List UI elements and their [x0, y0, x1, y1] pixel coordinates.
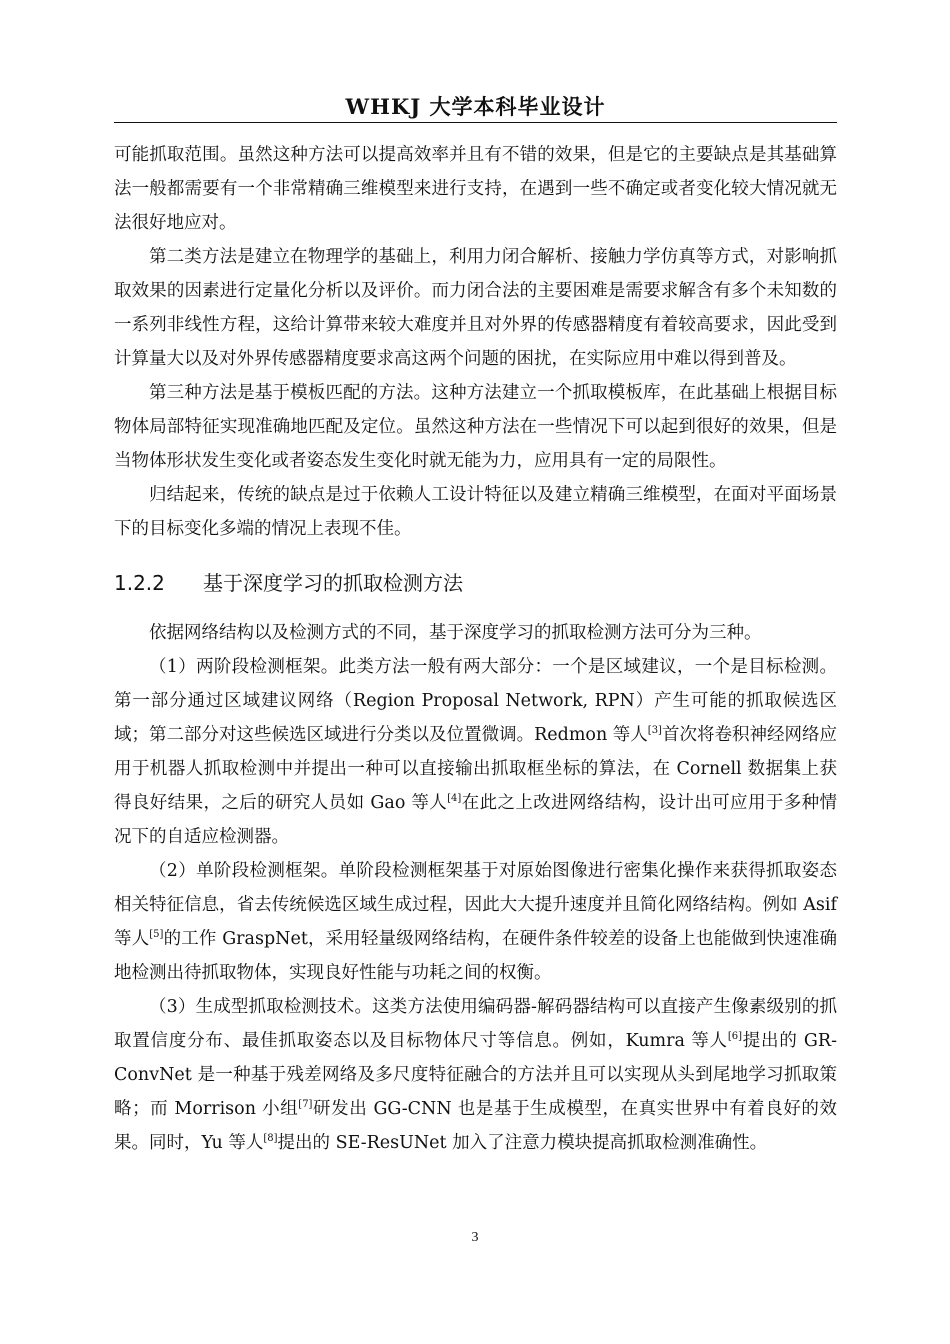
citation-ref: [7]	[298, 1099, 313, 1111]
citation-ref: [8]	[263, 1133, 278, 1145]
header-rule	[114, 122, 837, 123]
citation-ref: [6]	[727, 1031, 742, 1043]
text-run: （3）生成型抓取检测技术。这类方法使用编码器-解码器结构可以直接产生像素级别的抓取置信度分布、最佳抓取姿态以及目标物体尺寸等信息。例如，Kumra 等人	[114, 997, 837, 1051]
text-run: 提出的 GR-ConvNet 是一种基于残差网络及多尺度特征融合的方法并且可以实现从头到尾地学习抓取策略；而 Morrison 小组	[114, 1031, 837, 1119]
section-number: 1.2.2	[114, 571, 165, 595]
text-run: 首次将卷积神经网络应用于机器人抓取检测中并提出一种可以直接输出抓取框坐标的算法，在 Cornell 数据集上获得良好结果，之后的研究人员如 Gao 等人	[114, 725, 838, 813]
section-title: 基于深度学习的抓取检测方法	[203, 571, 463, 595]
paragraph-two-stage	[114, 650, 837, 854]
paragraph-single-stage	[114, 854, 837, 990]
paragraph-intro: 依据网络结构以及检测方式的不同，基于深度学习的抓取检测方法可分为三种。	[149, 623, 762, 643]
paragraph-summary: 归结起来，传统的缺点是过于依赖人工设计特征以及建立精确三维模型，在面对平面场景下的目标变化多端的情况上表现不佳。	[114, 485, 837, 539]
text-run: 的工作 GraspNet，采用轻量级网络结构，在硬件条件较差的设备上也能做到快速准确地检测出待抓取物体，实现良好性能与功耗之间的权衡。	[114, 929, 837, 983]
text-run: 研发出 GG-CNN 也是基于生成模型，在真实世界中有着良好的效果。同时，Yu 等人	[114, 1099, 837, 1153]
citation-ref: [3]	[647, 725, 662, 737]
citation-ref: [4]	[447, 793, 462, 805]
text-run: （1）两阶段检测框架。此类方法一般有两大部分：一个是区域建议，一个是目标检测。第一部分通过区域建议网络（Region Proposal Network, RPN）产生可能的抓取候选区域；第二部分对这些候选区域进行分类以及位置微调。Redmon 等人	[114, 657, 837, 745]
running-header: WHKJ 大学本科毕业设计	[345, 94, 606, 119]
citation-ref: [5]	[149, 929, 164, 941]
paragraph-physics-method: 第二类方法是建立在物理学的基础上，利用力闭合解析、接触力学仿真等方式，对影响抓取效果的因素进行定量化分析以及评价。而力闭合法的主要困难是需要求解含有多个未知数的一系列非线性方程，这给计算带来较大难度并且对外界的传感器精度有着较高要求，因此受到计算量大以及对外界传感器精度要求高这两个问题的困扰，在实际应用中难以得到普及。	[114, 247, 837, 369]
page-body	[114, 138, 837, 1160]
text-run: 提出的 SE-ResUNet 加入了注意力模块提高抓取检测准确性。	[277, 1133, 768, 1153]
paragraph-continued: 可能抓取范围。虽然这种方法可以提高效率并且有不错的效果，但是它的主要缺点是其基础算法一般都需要有一个非常精确三维模型来进行支持，在遇到一些不确定或者变化较大情况就无法很好地应对。	[114, 145, 837, 233]
paragraph-generative	[114, 990, 837, 1160]
page-number: 3	[471, 1230, 479, 1245]
paragraph-template-method: 第三种方法是基于模板匹配的方法。这种方法建立一个抓取模板库，在此基础上根据目标物体局部特征实现准确地匹配及定位。虽然这种方法在一些情况下可以起到很好的效果，但是当物体形状发生变化或者姿态发生变化时就无能为力，应用具有一定的局限性。	[114, 383, 837, 471]
text-run: （2）单阶段检测框架。单阶段检测框架基于对原始图像进行密集化操作来获得抓取姿态相关特征信息，省去传统候选区域生成过程，因此大大提升速度并且简化网络结构。例如 Asif 等人	[114, 861, 837, 949]
text-run: 在此之上改进网络结构，设计出可应用于多种情况下的自适应检测器。	[114, 793, 838, 847]
section-heading	[114, 568, 837, 598]
